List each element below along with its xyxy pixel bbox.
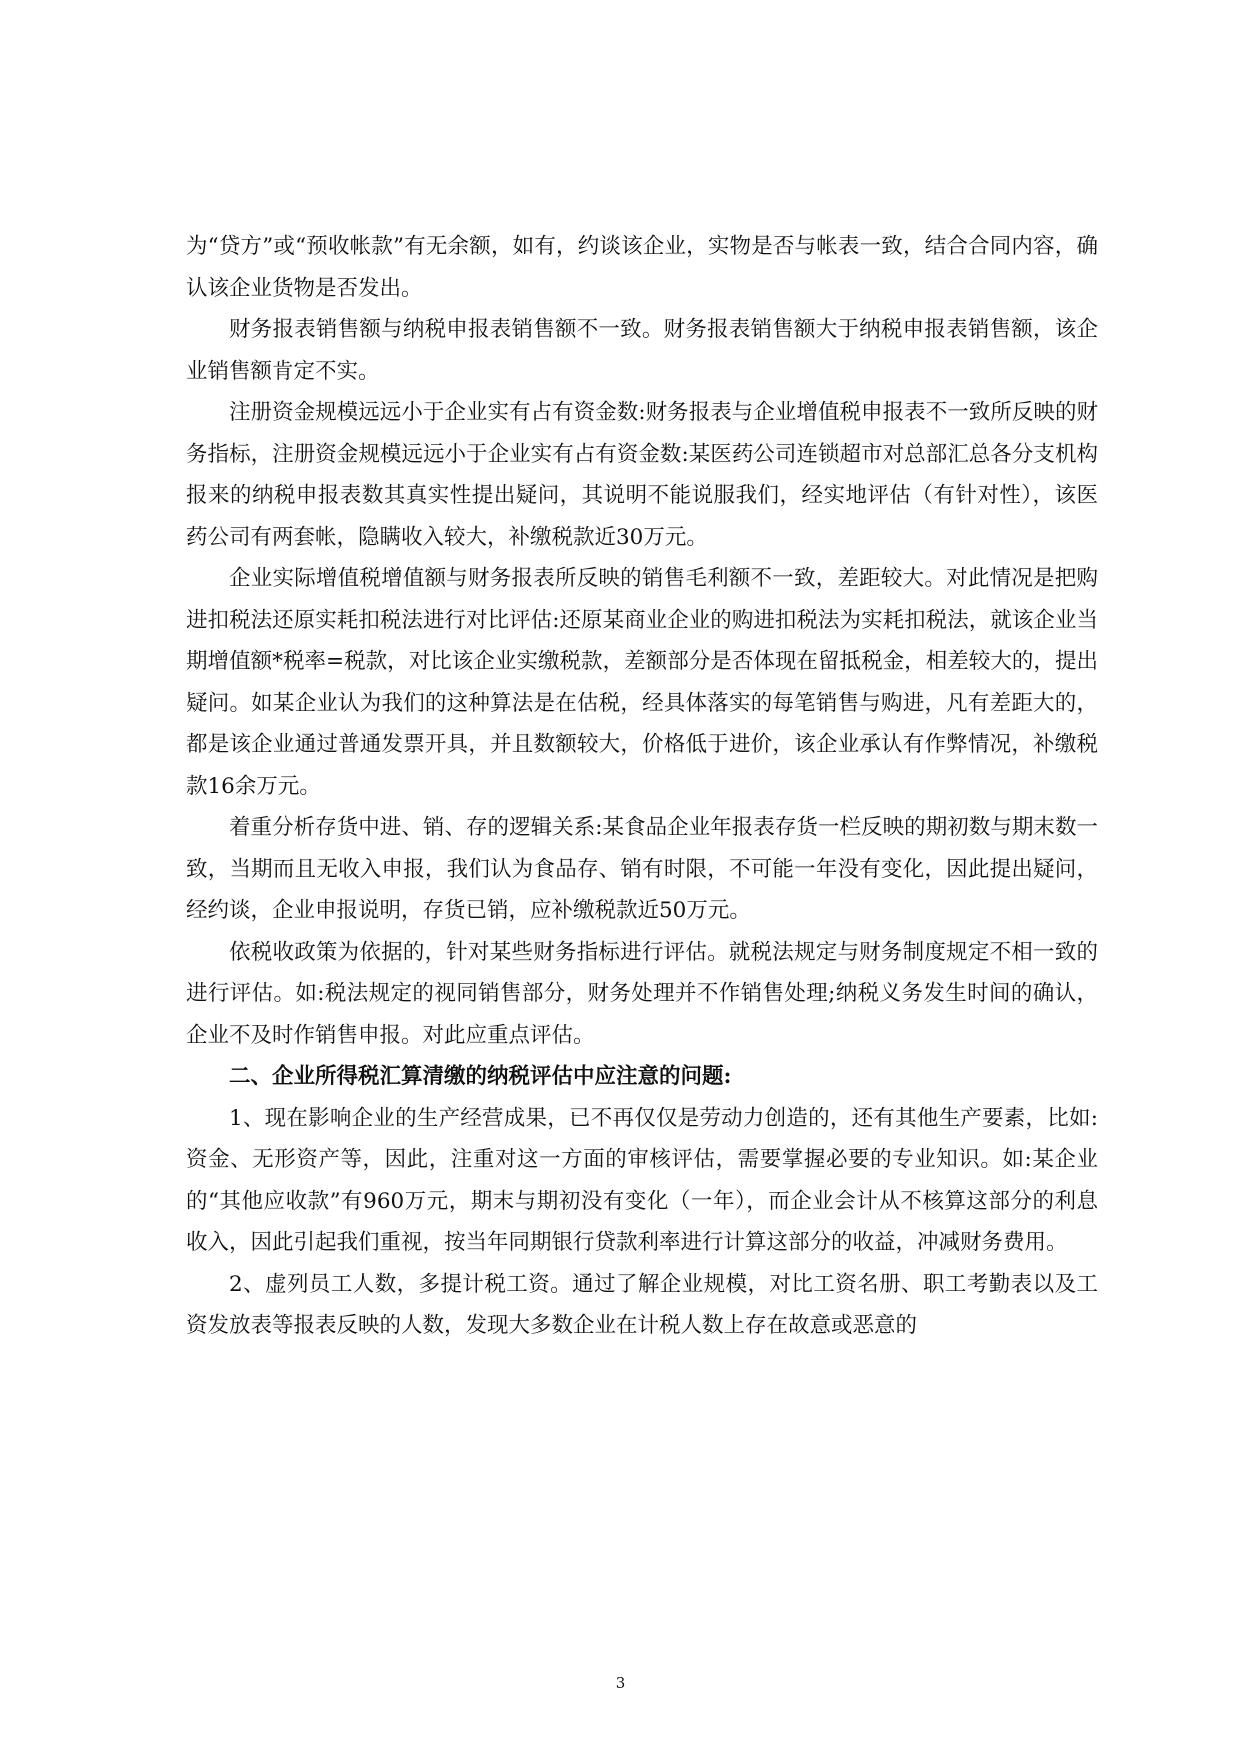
paragraph-3: 注册资金规模远远小于企业实有占有资金数:财务报表与企业增值税申报表不一致所反映的财务指标，注册资金规模远远小于企业实有占有资金数:某医药公司连锁超市对总部汇总各分支机构报来的纳税申报表数其真实性提出疑问，其说明不能说服我们，经实地评估（有针对性），该医药公司有两套帐，隐瞒收入较大，补缴税款近30万元。 — [186, 400, 1098, 550]
paragraph-5: 着重分析存货中进、销、存的逻辑关系:某食品企业年报表存货一栏反映的期初数与期末数一致，当期而且无收入申报，我们认为食品存、销有时限，不可能一年没有变化，因此提出疑问，经约谈，企业申报说明，存货已销，应补缴税款近50万元。 — [186, 815, 1098, 923]
section-heading: 二、企业所得税汇算清缴的纳税评估中应注意的问题: — [229, 1064, 732, 1089]
paragraph-7: 1、现在影响企业的生产经营成果，已不再仅仅是劳动力创造的，还有其他生产要素，比如:资金、无形资产等，因此，注重对这一方面的审核评估，需要掌握必要的专业知识。如:某企业的“其他应收款”有960万元，期末与期初没有变化（一年），而企业会计从不核算这部分的利息收入，因此引起我们重视，按当年同期银行贷款利率进行计算这部分的收益，冲减财务费用。 — [186, 1105, 1098, 1255]
paragraph-1: 为“贷方”或“预收帐款”有无余额，如有，约谈该企业，实物是否与帐表一致，结合合同内容，确认该企业货物是否发出。 — [186, 234, 1098, 301]
page-number: 3 — [615, 1674, 626, 1692]
paragraph-2: 财务报表销售额与纳税申报表销售额不一致。财务报表销售额大于纳税申报表销售额，该企业销售额肯定不实。 — [186, 317, 1098, 384]
document-body — [186, 226, 1098, 1347]
paragraph-8: 2、虚列员工人数，多提计税工资。通过了解企业规模，对比工资名册、职工考勤表以及工资发放表等报表反映的人数，发现大多数企业在计税人数上存在故意或恶意的 — [186, 1271, 1098, 1338]
paragraph-6: 依税收政策为依据的，针对某些财务指标进行评估。就税法规定与财务制度规定不相一致的进行评估。如:税法规定的视同销售部分，财务处理并不作销售处理;纳税义务发生时间的确认，企业不及时作销售申报。对此应重点评估。 — [186, 939, 1098, 1048]
paragraph-4: 企业实际增值税增值额与财务报表所反映的销售毛利额不一致，差距较大。对此情况是把购进扣税法还原实耗扣税法进行对比评估:还原某商业企业的购进扣税法为实耗扣税法，就该企业当期增值额*税率=税款，对比该企业实缴税款，差额部分是否体现在留抵税金，相差较大的，提出疑问。如某企业认为我们的这种算法是在估税，经具体落实的每笔销售与购进，凡有差距大的，都是该企业通过普通发票开具，并且数额较大，价格低于进价，该企业承认有作弊情况，补缴税款16余万元。 — [186, 566, 1098, 799]
